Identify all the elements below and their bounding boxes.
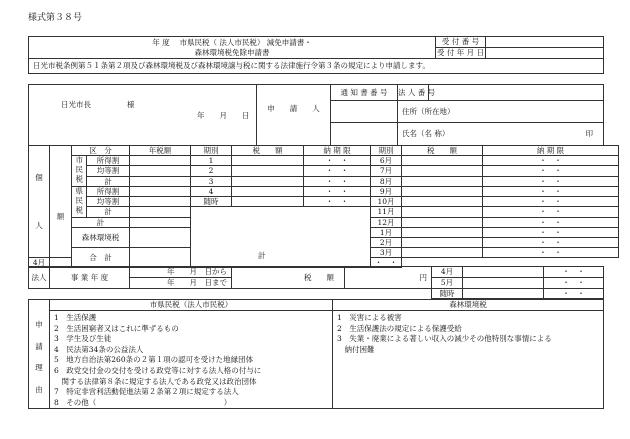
header-annual-amount: 年税額	[130, 146, 191, 156]
pref-subtotal-amount[interactable]	[130, 207, 191, 218]
due-date-left[interactable]: ・ ・	[304, 176, 371, 186]
due-date-right[interactable]: ・ ・	[371, 258, 402, 268]
form-number: 様式第３８号	[28, 13, 83, 23]
form-title-line1: 年 度 市県民税（ 法人市民税） 減免申請書・	[152, 38, 312, 47]
due-date-right[interactable]: ・ ・	[483, 156, 619, 166]
due-date-right[interactable]: ・ ・	[544, 289, 604, 299]
legal-basis: 日光市税条例第５１条第２項及び森林環境税及び森林環境譲与税に関する法律施行令第３条の規定により申請します。	[29, 59, 604, 74]
tax-amount-right[interactable]	[402, 238, 483, 248]
tax-amount-left[interactable]	[232, 166, 304, 176]
city-reason-item[interactable]: 5 地方自治法第260条の２第１項の認可を受けた地縁団体	[54, 355, 254, 365]
forest-reason-item[interactable]: 2 生活保護法の規定による保護受給	[337, 323, 462, 333]
city-per-capita-levy-amount[interactable]	[130, 166, 191, 176]
pref-subtotal-label: 計	[87, 207, 130, 218]
due-date-right[interactable]: ・ ・	[483, 238, 619, 248]
receipt-date-label: 受 付 年 月 日	[436, 48, 485, 58]
installment-right: 1月	[371, 228, 402, 238]
installment-right: 2月	[371, 238, 402, 248]
amount-char: 額	[56, 211, 65, 221]
due-date-right[interactable]: ・ ・	[483, 218, 619, 228]
header-category: 区 分	[72, 146, 130, 156]
due-date-left[interactable]: ・ ・	[304, 187, 371, 197]
tax-amount-right[interactable]	[402, 228, 483, 238]
due-date-left[interactable]: ・ ・	[304, 166, 371, 176]
installment-right: 5月	[432, 278, 463, 289]
installment-left: 1	[191, 156, 232, 166]
grand-total-installment: 計	[258, 251, 266, 260]
installment-right: 4月	[432, 267, 463, 278]
header-installment-right: 期別	[371, 146, 402, 156]
installment-right: 12月	[371, 218, 402, 228]
tax-amount-left[interactable]	[232, 197, 304, 207]
installment-right: 6月	[371, 156, 402, 166]
corporate-tax-amount-label: 税 額	[232, 267, 345, 289]
due-date-right[interactable]: ・ ・	[483, 187, 619, 197]
header-table	[28, 36, 604, 74]
installment-right: 7月	[371, 166, 402, 176]
prefectural-tax-label	[72, 187, 87, 218]
pref-per-capita-levy-amount[interactable]	[130, 197, 191, 207]
city-reason-item[interactable]: 3 学生及び生徒	[54, 334, 112, 344]
installment-right: 随時	[432, 289, 463, 299]
header-due-date-right: 納 期 限	[483, 146, 619, 156]
due-date-right[interactable]: ・ ・	[483, 166, 619, 176]
installment-left: 随時	[191, 197, 232, 207]
applicant-table	[28, 84, 604, 146]
address-label[interactable]: 住所（所在地）	[398, 101, 604, 123]
tax-amount-right[interactable]	[402, 248, 483, 258]
notice-number-label: 通 知 書 番 号	[331, 85, 398, 101]
name-label: 氏名（名 称）	[402, 129, 450, 139]
due-date-right[interactable]: ・ ・	[483, 207, 619, 218]
tax-amount-right[interactable]	[402, 218, 483, 228]
forest-reason-item[interactable]: 1 災害による被害	[337, 313, 402, 322]
business-year-from[interactable]: 年 月 日から	[130, 267, 232, 278]
individual-char-1: 個	[35, 173, 43, 182]
city-reason-item-continued: 関する法律第８条に規定する法人である政党又は政治団体	[54, 376, 257, 386]
grand-total-amount[interactable]	[130, 248, 191, 268]
corporate-table	[28, 266, 604, 299]
installment-left: 2	[191, 166, 232, 176]
individual-section-label	[29, 146, 50, 258]
reasons-table	[28, 299, 604, 409]
corporate-spacer	[29, 289, 432, 299]
addressee: 日光市長	[61, 100, 91, 109]
forest-tax-amount[interactable]	[130, 228, 191, 248]
forest-reasons-header: 森林環境税	[333, 300, 604, 311]
addressee-honorific: 様	[127, 100, 135, 109]
name-spacer	[331, 123, 398, 146]
installment-left: 3	[191, 176, 232, 186]
tax-amount-right[interactable]	[402, 166, 483, 176]
tax-amount-table	[28, 145, 619, 268]
name-field[interactable]	[398, 123, 604, 146]
seal-mark: 印	[585, 129, 593, 138]
business-year-label: 事 業 年 度	[50, 267, 130, 289]
city-tax-label-text: 市民税	[74, 156, 84, 185]
total-label: 計	[72, 218, 130, 228]
city-reason-item[interactable]: 6 政党交付金の交付を受ける政党等に対する法人格の付与に	[54, 365, 262, 375]
tax-amount-right[interactable]	[402, 187, 483, 197]
installment-right: 8月	[371, 176, 402, 186]
due-date-right[interactable]: ・ ・	[483, 228, 619, 238]
city-reason-item[interactable]: 1 生活保護	[54, 313, 97, 322]
receipt-number-label: 受 付 番 号	[436, 37, 486, 48]
reason-char-4: 由	[35, 384, 43, 394]
corporate-label: 法人	[29, 267, 50, 289]
reason-char-1: 申	[35, 320, 43, 330]
due-date-right[interactable]: ・ ・	[544, 267, 604, 278]
receipt-date-field[interactable]	[486, 48, 604, 59]
header-due-date-left: 納 期 限	[304, 146, 371, 156]
tax-amount-right[interactable]	[463, 289, 544, 299]
city-per-capita-levy-label: 均等割	[87, 166, 130, 176]
corporate-tax-yen[interactable]: 円	[345, 267, 432, 289]
installment-right: 11月	[371, 207, 402, 218]
grand-total-label: 合 計	[72, 248, 130, 268]
tax-amount-right[interactable]	[402, 197, 483, 207]
reason-char-2: 請	[35, 341, 43, 351]
due-date-left[interactable]: ・ ・	[304, 156, 371, 166]
business-year-to[interactable]: 年 月 日まで	[130, 278, 232, 289]
notice-number-field[interactable]	[331, 101, 398, 123]
due-date-right[interactable]: ・ ・	[483, 197, 619, 207]
reason-section-label	[29, 300, 50, 409]
applicant-label: 申 請 人	[257, 85, 331, 146]
city-subtotal-label: 計	[87, 176, 130, 186]
tax-amount-left[interactable]	[232, 176, 304, 186]
application-date[interactable]: 年 月 日	[197, 111, 250, 120]
city-reason-other[interactable]: 8 その他（ ）	[54, 397, 232, 407]
city-reason-item[interactable]: 2 生活困窮者又はこれに準ずるもの	[54, 323, 179, 333]
due-date-right[interactable]: ・ ・	[483, 248, 619, 258]
city-reason-item[interactable]: 4 民法第34条の公益法人	[54, 344, 144, 354]
header-installment-left: 期別	[191, 146, 232, 156]
city-subtotal-amount[interactable]	[130, 176, 191, 186]
tax-amount-right[interactable]	[402, 156, 483, 166]
due-date-right[interactable]: ・ ・	[483, 176, 619, 186]
amount-section-label	[50, 146, 72, 258]
form-title	[29, 37, 436, 59]
pref-income-levy-label: 所得割	[87, 187, 130, 197]
header-tax-amount-right: 税 額	[402, 146, 483, 156]
left-installment-blank	[191, 207, 371, 268]
reason-char-3: 理	[35, 363, 43, 373]
tax-amount-right[interactable]	[402, 207, 483, 218]
due-date-left[interactable]: ・ ・	[304, 197, 371, 207]
city-income-levy-amount[interactable]	[130, 156, 191, 166]
forest-reason-item[interactable]: 3 失業・廃業による著しい収入の減少その他特別な事情による	[337, 334, 552, 344]
addressee-cell	[29, 85, 257, 146]
installment-right: 4月	[29, 258, 50, 268]
tax-amount-right[interactable]	[402, 176, 483, 186]
pref-income-levy-amount[interactable]	[130, 187, 191, 197]
city-reasons-header: 市県民税（法人市民税）	[50, 300, 333, 311]
forest-reason-item-continued: 納付困難	[337, 344, 375, 354]
individual-char-2: 人	[35, 220, 43, 230]
installment-right: 10月	[371, 197, 402, 207]
forest-tax-label: 森林環境税	[72, 228, 130, 248]
receipt-number-field[interactable]	[486, 37, 604, 48]
city-reason-item[interactable]: 7 特定非営利活動促進法第２条第２項に規定する法人	[54, 387, 239, 397]
tax-amount-right[interactable]	[463, 278, 544, 289]
installment-right: 9月	[371, 187, 402, 197]
corporate-number-field[interactable]	[429, 85, 604, 101]
city-reasons-list	[50, 311, 333, 409]
city-income-levy-label: 所得割	[87, 156, 130, 166]
form-title-line2: 森林環境税免除申請書	[194, 47, 270, 57]
tax-amount-right[interactable]	[463, 267, 544, 278]
installment-right: 3月	[371, 248, 402, 258]
pref-per-capita-levy-label: 均等割	[87, 197, 130, 207]
forest-reasons-list	[333, 311, 604, 409]
header-tax-amount-left: 税 額	[232, 146, 304, 156]
tax-amount-left[interactable]	[232, 187, 304, 197]
tax-amount-left[interactable]	[232, 156, 304, 166]
due-date-right[interactable]: ・ ・	[544, 278, 604, 289]
installment-left: 4	[191, 187, 232, 197]
city-tax-label	[72, 156, 87, 187]
prefectural-tax-label-text: 県民税	[74, 187, 84, 216]
total-amount[interactable]	[130, 218, 191, 228]
corporate-number-label: 法 人 番 号	[398, 85, 429, 101]
